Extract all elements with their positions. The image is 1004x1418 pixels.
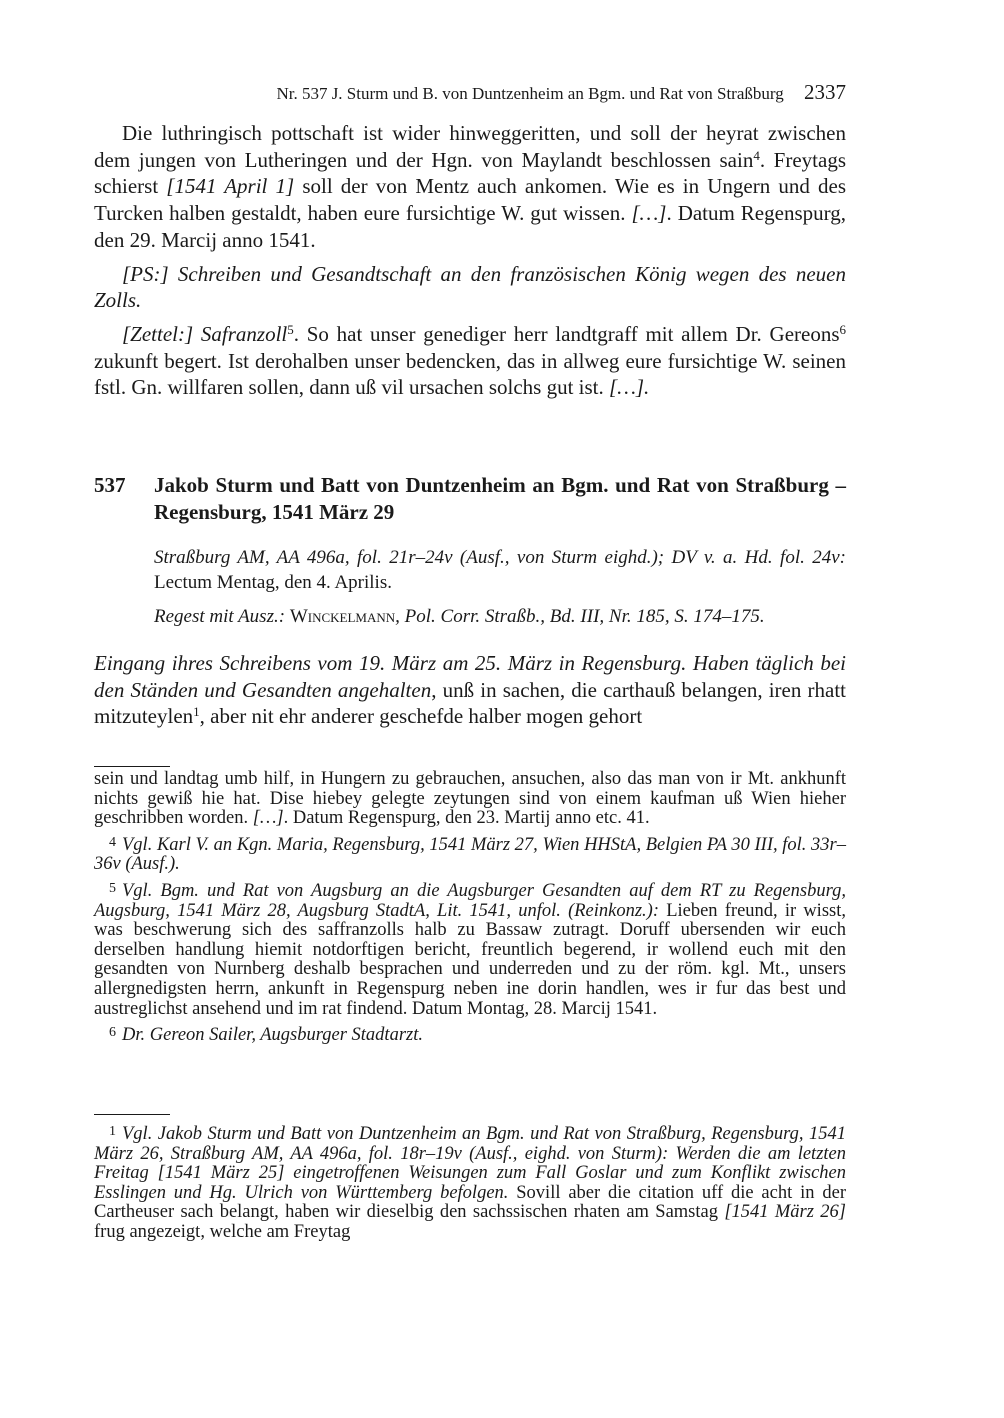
footnote-continuation: sein und landtag umb hilf, in Hungern zu gebrauchen, ansuchen, also das man von ir Mt. ankhunft nichts gewiß hie hat. Dise hiebey gelegte zeytungen sind von einem kaufman uß Wien hieher geschribben worden. […]. Datum Regenspurg, den 23. Martij anno etc. 41.	[94, 769, 846, 829]
footnotes-letters	[94, 770, 846, 1046]
document-title: Jakob Sturm und Batt von Duntzenheim an Bgm. und Rat von Straßburg – Regensburg, 1541 März 29	[154, 473, 846, 524]
body-paragraph: Eingang ihres Schreibens vom 19. März am 25. März in Regensburg. Haben täglich bei den Ständen und Gesandten angehalten, unß in sachen, die carthauß belangen, iren rhatt mitzuteylen$^1$, aber nit ehr anderer geschefde halber mogen gehort	[94, 651, 846, 729]
source-note: Straßburg AM, AA 496a, fol. 21r–24v (Ausf., von Sturm eighd.); DV v. a. Hd. fol. 24v: Lectum Mentag, den 4. Aprilis.	[154, 547, 846, 593]
body-paragraph: Die luthringisch pottschaft ist wider hinweggeritten, und soll der heyrat zwischen dem jungen von Lutheringen und der Hgn. von Maylandt beschlossen sain$^4$. Freytags schierst [1541 April 1] soll der von Mentz auch ankomen. Wie es in Ungern und des Turcken halben gestaldt, haben eure fursichtige W. gut wissen. […]. Datum Regenspurg, den 29. Marcij anno 1541.	[94, 121, 847, 252]
running-header	[94, 80, 846, 108]
footnote-rule	[94, 766, 170, 767]
footnote-6: 6 Dr. Gereon Sailer, Augsburger Stadtarzt.	[109, 1025, 423, 1046]
footnotes-numbers	[94, 1122, 846, 1243]
document-number: 537	[94, 473, 126, 497]
document-body	[94, 650, 846, 730]
letter-continuation	[94, 120, 846, 408]
footnote-4: 4 Vgl. Karl V. an Kgn. Maria, Regensburg, 1541 März 27, Wien HHStA, Belgien PA 30 III, fol. 33r–36v (Ausf.).	[94, 834, 846, 875]
postscript: [PS:] Schreiben und Gesandtschaft an den französischen König wegen des neuen Zolls.	[94, 261, 846, 313]
document-heading	[94, 472, 846, 526]
footnote-rule	[94, 1114, 170, 1115]
footnote-ref: 6	[839, 321, 847, 337]
zettel-paragraph: [Zettel:] Safranzoll$^5$. So hat unser genediger herr landtgraff mit allem Dr. Gereons$^6$ zukunft begert. Ist derohalben unser bedencken, das in allweg eure fursichtige W. seinen fstl. Gn. willfaren sollen, dann uß vil ursachen solchs gut ist. […].	[94, 321, 847, 400]
footnote-ref: 1	[193, 704, 200, 720]
author-name: Winckelmann	[289, 606, 396, 627]
footnote-ref: 4	[753, 147, 760, 163]
regest-note: Regest mit Ausz.: Winckelmann, Pol. Corr. Straßb., Bd. III, Nr. 185, S. 174–175.	[154, 606, 765, 627]
page-number: 2337	[804, 80, 846, 104]
footnote-1: 1 Vgl. Jakob Sturm und Batt von Duntzenheim an Bgm. und Rat von Straßburg, Regensburg, 1541 März 26, Straßburg AM, AA 496a, fol. 18r–19v (Ausf., eighd. von Sturm): Werden die am letzten Freitag [1541 März 25] eingetroffenen Weisungen zum Fall Goslar und zum Konflikt zwischen Esslingen und Hg. Ulrich von Württemberg befolgen. Sovill aber die citation uff die acht in der Cartheuser sach belangt, haben wir dieselbig den sachssischen rhaten am Samstag [1541 März 26] frug angezeigt, welche am Freytag	[94, 1124, 846, 1242]
footnote-5: 5 Vgl. Bgm. und Rat von Augsburg an die Augsburger Gesandten auf dem RT zu Regensburg, Augsburg, 1541 März 28, Augsburg StadtA, Lit. 1541, unfol. (Reinkonz.): Lieben freund, ir wisst, was beschwerung sich des saffranzolls halb zu Bassaw zutragt. Doruff ubersenden wir euch derselben handlung hiemit notdorftigen bericht, freuntlich begerend, ir wollend euch mit den gesandten von Nurnberg deshalb besprachen und underreden und zu der röm. kgl. Mt., unsers allergnedigsten herrn, ankunft in Regenspurg neben ine dorin handlen, wes ir fur das best und austreglichst ansehend und im rat findend. Datum Montag, 28. Marcij 1541.	[94, 880, 846, 1019]
running-title: Nr. 537 J. Sturm und B. von Duntzenheim an Bgm. und Rat von Straßburg	[276, 84, 784, 103]
footnote-ref: 5	[287, 321, 294, 337]
